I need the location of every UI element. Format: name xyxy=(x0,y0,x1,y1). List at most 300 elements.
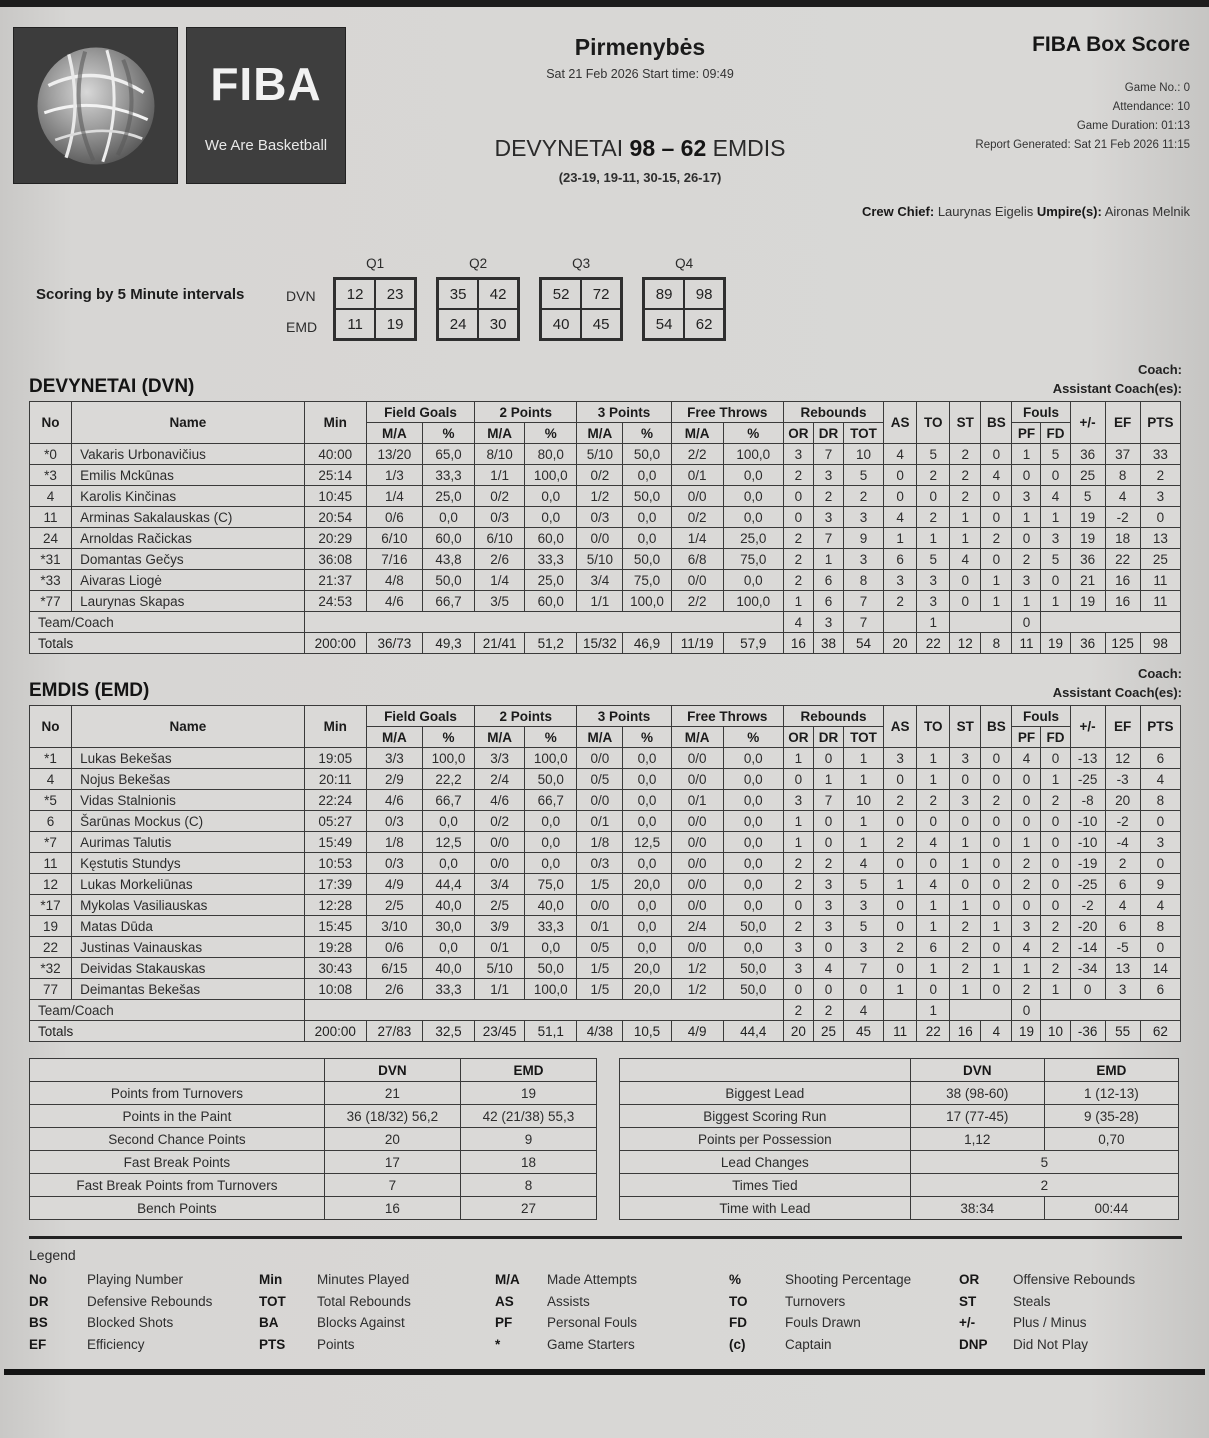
stat-value: 2 xyxy=(1012,979,1041,1000)
stat-value: 0 xyxy=(981,748,1012,769)
player-row xyxy=(30,591,1181,612)
stat-value: 0 xyxy=(1140,811,1180,832)
summary-value-both: 5 xyxy=(910,1151,1178,1174)
team-coach-label: Team/Coach xyxy=(30,1000,305,1021)
game-info-line: Report Generated: Sat 21 Feb 2026 11:15 xyxy=(975,139,1190,151)
totals-label: Totals xyxy=(30,1021,305,1042)
stat-value: 3 xyxy=(843,507,883,528)
stat-value: 1/2 xyxy=(671,958,723,979)
stat-value: 2 xyxy=(1041,937,1070,958)
stat-value: 1 xyxy=(950,895,981,916)
stat-value: 0 xyxy=(981,853,1012,874)
interval-score-cell: 45 xyxy=(581,309,621,339)
fiba-wordmark xyxy=(186,27,346,184)
stat-value: 2 xyxy=(981,790,1012,811)
stat-value: 2 xyxy=(884,937,917,958)
legend-abbr: M/A xyxy=(495,1272,520,1287)
stat-value: 0/0 xyxy=(577,748,623,769)
player-name: Justinas Vainauskas xyxy=(72,937,305,958)
legend-description: Blocked Shots xyxy=(87,1315,174,1330)
stat-value: 3/5 xyxy=(475,591,525,612)
stat-value: 0/0 xyxy=(671,811,723,832)
legend-description: Total Rebounds xyxy=(317,1293,411,1309)
stat-value: 100,0 xyxy=(525,748,577,769)
stat-value: 0 xyxy=(1041,748,1070,769)
summary-value-dvn: 17 xyxy=(324,1151,460,1174)
stat-value: 1 xyxy=(917,895,950,916)
stat-value: 13 xyxy=(1105,958,1140,979)
stat-value: 2 xyxy=(884,591,917,612)
total-value: 27/83 xyxy=(366,1021,422,1042)
stat-value: 0 xyxy=(1070,979,1105,1000)
total-value: 125 xyxy=(1105,633,1140,654)
column-header: M/A xyxy=(366,423,422,444)
stat-value: 1 xyxy=(1012,958,1041,979)
stat-value: 3 xyxy=(783,937,813,958)
interval-quarter-block xyxy=(436,256,520,343)
stat-value: 1 xyxy=(813,549,843,570)
stat-value: 0,0 xyxy=(623,507,671,528)
player-row xyxy=(30,465,1181,486)
summary-row xyxy=(620,1128,1179,1151)
stat-value: -10 xyxy=(1070,832,1105,853)
stat-value: 10:53 xyxy=(304,853,366,874)
stat-value: -14 xyxy=(1070,937,1105,958)
away-team-section xyxy=(29,664,1182,1042)
fiba-logo-text: FIBA xyxy=(210,58,322,110)
stat-value: 3 xyxy=(1140,486,1180,507)
player-row xyxy=(30,811,1181,832)
stat-value: 0 xyxy=(813,979,843,1000)
crew-chief-name: Laurynas Eigelis xyxy=(934,204,1037,219)
total-value: 11 xyxy=(1012,633,1041,654)
summary-value-dvn: 17 (77-45) xyxy=(910,1105,1044,1128)
stat-value: 2 xyxy=(1012,853,1041,874)
stat-value: 22:24 xyxy=(304,790,366,811)
stat-value: 66,7 xyxy=(422,591,474,612)
summary-row xyxy=(30,1105,597,1128)
player-row xyxy=(30,895,1181,916)
stat-value: 24:53 xyxy=(304,591,366,612)
stat-value: 5 xyxy=(1041,549,1070,570)
team-coach-row xyxy=(30,1000,1181,1021)
column-header: Free Throws xyxy=(671,402,783,423)
player-name: Laurynas Skapas xyxy=(72,591,305,612)
stat-value: 2 xyxy=(950,444,981,465)
stat-value: 33,3 xyxy=(422,465,474,486)
column-header: PTS xyxy=(1140,706,1180,748)
stat-value: 4 xyxy=(1041,486,1070,507)
stat-value: 3 xyxy=(813,874,843,895)
stat-value: 0 xyxy=(1012,811,1041,832)
legend-description: Plus / Minus xyxy=(1013,1315,1087,1330)
stat-value: 1 xyxy=(917,958,950,979)
stat-value: 1 xyxy=(783,591,813,612)
stat-value: 2 xyxy=(1105,853,1140,874)
stat-value: 36 xyxy=(1070,444,1105,465)
stat-value: 0/1 xyxy=(671,790,723,811)
column-header: Field Goals xyxy=(366,706,474,727)
player-number: 22 xyxy=(30,937,72,958)
scan-bottom-edge xyxy=(4,1369,1205,1375)
total-value: 19 xyxy=(1012,1021,1041,1042)
stat-value: 2 xyxy=(917,507,950,528)
legend-abbr: DNP xyxy=(959,1336,988,1352)
stat-value: 0 xyxy=(813,937,843,958)
stat-value: 2 xyxy=(813,486,843,507)
stat-value: 0 xyxy=(1140,507,1180,528)
summary-value-dvn: 21 xyxy=(324,1082,460,1105)
stat-value: 2/2 xyxy=(671,444,723,465)
stat-value: -5 xyxy=(1105,937,1140,958)
player-row xyxy=(30,937,1181,958)
stat-value: 1/1 xyxy=(475,979,525,1000)
stat-value: 2 xyxy=(950,958,981,979)
player-number: *1 xyxy=(30,748,72,769)
stat-value: 1 xyxy=(884,874,917,895)
player-name: Arnoldas Račickas xyxy=(72,528,305,549)
player-name: Aivaras Liogė xyxy=(72,570,305,591)
away-team-title: EMDIS (EMD) xyxy=(29,680,150,701)
stat-value: 0 xyxy=(884,958,917,979)
stat-value: 19 xyxy=(1070,528,1105,549)
stat-value: 0,0 xyxy=(422,507,474,528)
stat-value: 1 xyxy=(917,769,950,790)
stat-value: 0/0 xyxy=(577,790,623,811)
player-number: *33 xyxy=(30,570,72,591)
stat-value: 2 xyxy=(917,465,950,486)
stat-value: 2/4 xyxy=(671,916,723,937)
stat-value: 50,0 xyxy=(422,570,474,591)
column-header: TO xyxy=(917,706,950,748)
player-row xyxy=(30,958,1181,979)
stat-value: 1 xyxy=(1041,769,1070,790)
stat-value: 4 xyxy=(843,853,883,874)
officials-line xyxy=(862,204,1190,219)
total-value: 44,4 xyxy=(723,1021,783,1042)
stat-value: 2 xyxy=(813,853,843,874)
stat-value: 19:05 xyxy=(304,748,366,769)
stat-value: 6 xyxy=(813,591,843,612)
summary-row xyxy=(30,1174,597,1197)
legend-description: Defensive Rebounds xyxy=(87,1293,213,1309)
column-header: PTS xyxy=(1140,402,1180,444)
stat-value: 5/10 xyxy=(577,549,623,570)
stat-value: 25,0 xyxy=(525,570,577,591)
stat-value: 1 xyxy=(950,528,981,549)
player-name: Emilis Mckūnas xyxy=(72,465,305,486)
stat-value: -2 xyxy=(1070,895,1105,916)
stat-value: -2 xyxy=(1105,811,1140,832)
stat-value: 0 xyxy=(917,811,950,832)
interval-quarter-block xyxy=(642,256,726,343)
player-name: Šarūnas Mockus (C) xyxy=(72,811,305,832)
column-header: M/A xyxy=(671,423,723,444)
stat-value: 2 xyxy=(884,832,917,853)
summary-header: DVN xyxy=(324,1059,460,1082)
stat-value: -25 xyxy=(1070,769,1105,790)
stat-value: -25 xyxy=(1070,874,1105,895)
legend-description: Did Not Play xyxy=(1013,1336,1089,1352)
summary-stat-label: Times Tied xyxy=(620,1174,911,1197)
stat-value: 2 xyxy=(843,486,883,507)
legend-title: Legend xyxy=(29,1247,76,1263)
column-header: PF xyxy=(1012,727,1041,748)
stat-value: 0 xyxy=(1012,465,1041,486)
player-name: Arminas Sakalauskas (C) xyxy=(72,507,305,528)
stat-value: 0/3 xyxy=(366,811,422,832)
stat-value: 20,0 xyxy=(623,958,671,979)
player-name: Mykolas Vasiliauskas xyxy=(72,895,305,916)
column-header: M/A xyxy=(577,727,623,748)
team-coach-label: Team/Coach xyxy=(30,612,305,633)
total-value: 49,3 xyxy=(422,633,474,654)
stat-value: 1 xyxy=(950,853,981,874)
empty-cell xyxy=(304,612,783,633)
basketball-icon xyxy=(28,38,164,174)
stat-value: 1/1 xyxy=(577,591,623,612)
stat-value: 75,0 xyxy=(525,874,577,895)
stat-value: 0 xyxy=(1041,811,1070,832)
column-header: FD xyxy=(1041,423,1070,444)
stat-value: 0 xyxy=(1012,895,1041,916)
stat-value: 0 xyxy=(950,874,981,895)
column-header: PF xyxy=(1012,423,1041,444)
player-number: *77 xyxy=(30,591,72,612)
stat-value: 33 xyxy=(1140,444,1180,465)
stat-value: 2 xyxy=(917,790,950,811)
stat-value: 22 xyxy=(1105,549,1140,570)
column-header: BS xyxy=(981,402,1012,444)
player-row xyxy=(30,853,1181,874)
stat-value: 7 xyxy=(843,958,883,979)
stat-value: 0/5 xyxy=(577,769,623,790)
summary-stat-label: Biggest Lead xyxy=(620,1082,911,1105)
home-team-title: DEVYNETAI (DVN) xyxy=(29,376,195,397)
stat-value: 3 xyxy=(950,748,981,769)
stat-value: 0,0 xyxy=(623,853,671,874)
stat-value: 6/8 xyxy=(671,549,723,570)
stat-value: 3/9 xyxy=(475,916,525,937)
summary-value-emd: 0,70 xyxy=(1044,1128,1178,1151)
stat-value: 2/6 xyxy=(475,549,525,570)
summary-stat-label: Second Chance Points xyxy=(30,1128,325,1151)
stat-value: 6 xyxy=(917,937,950,958)
stat-value: 13 xyxy=(1140,528,1180,549)
summary-stat-label: Points from Turnovers xyxy=(30,1082,325,1105)
interval-score-cell: 30 xyxy=(478,309,518,339)
stat-value: 2 xyxy=(783,874,813,895)
stat-value: 0 xyxy=(1012,769,1041,790)
interval-score-cell: 62 xyxy=(684,309,724,339)
empty-cell xyxy=(1041,612,1181,633)
stat-value: 1 xyxy=(981,570,1012,591)
stat-value: 1 xyxy=(917,916,950,937)
legend-description: Playing Number xyxy=(87,1272,184,1287)
total-value: 4 xyxy=(981,1021,1012,1042)
summary-value-dvn: 38 (98-60) xyxy=(910,1082,1044,1105)
home-team-box-score-table xyxy=(29,401,1181,654)
stat-value: 4 xyxy=(884,444,917,465)
legend-row xyxy=(29,1269,1182,1291)
column-header: TO xyxy=(917,402,950,444)
stat-value: 25 xyxy=(1070,465,1105,486)
stat-value: 0 xyxy=(1140,853,1180,874)
stat-value: 2 xyxy=(950,465,981,486)
stat-value: 80,0 xyxy=(525,444,577,465)
fiba-tagline: We Are Basketball xyxy=(204,137,328,154)
stat-value: -4 xyxy=(1105,832,1140,853)
column-header: % xyxy=(422,423,474,444)
stat-value: 2 xyxy=(1140,465,1180,486)
stat-value: 0/1 xyxy=(671,465,723,486)
stat-value: 7 xyxy=(813,528,843,549)
column-header: 2 Points xyxy=(475,402,577,423)
stat-value: 2/9 xyxy=(366,769,422,790)
summary-row xyxy=(620,1197,1179,1220)
total-value: 62 xyxy=(1140,1021,1180,1042)
stat-value: 0,0 xyxy=(723,895,783,916)
stat-value: 100,0 xyxy=(525,465,577,486)
stat-value: 1 xyxy=(1041,979,1070,1000)
column-header: Fouls xyxy=(1012,402,1070,423)
column-header: Min xyxy=(304,402,366,444)
stat-value: 0,0 xyxy=(723,874,783,895)
player-name: Karolis Kinčinas xyxy=(72,486,305,507)
legend-abbr: PF xyxy=(495,1315,513,1330)
summary-value-emd: 19 xyxy=(460,1082,596,1105)
stat-value: 4 xyxy=(917,832,950,853)
player-number: 77 xyxy=(30,979,72,1000)
total-value: 55 xyxy=(1105,1021,1140,1042)
stat-value: 3 xyxy=(917,591,950,612)
stat-value: 1 xyxy=(981,591,1012,612)
game-info-lines xyxy=(770,79,1190,155)
stat-value: 36:08 xyxy=(304,549,366,570)
stat-value: 0,0 xyxy=(525,486,577,507)
stat-value: 0,0 xyxy=(723,937,783,958)
summary-row xyxy=(620,1174,1179,1197)
legend-description: Shooting Percentage xyxy=(785,1272,912,1287)
stat-value: 2 xyxy=(1012,549,1041,570)
player-name: Lukas Bekešas xyxy=(72,748,305,769)
summary-stat-label: Biggest Scoring Run xyxy=(620,1105,911,1128)
stat-value: 0 xyxy=(884,465,917,486)
summary-value-both: 2 xyxy=(910,1174,1178,1197)
stat-value: 2/5 xyxy=(475,895,525,916)
stat-value: 1 xyxy=(917,528,950,549)
summary-value-emd: 42 (21/38) 55,3 xyxy=(460,1105,596,1128)
quarter-label: Q3 xyxy=(572,256,591,271)
player-row xyxy=(30,979,1181,1000)
stat-value: 100,0 xyxy=(422,748,474,769)
stat-value: 5 xyxy=(917,444,950,465)
stat-value: 0/0 xyxy=(577,895,623,916)
stat-value: 3 xyxy=(843,549,883,570)
legend-description: Fouls Drawn xyxy=(785,1315,861,1330)
player-number: *0 xyxy=(30,444,72,465)
game-info-line: Game Duration: 01:13 xyxy=(1076,120,1190,132)
stat-value: 3 xyxy=(783,958,813,979)
summary-value-emd: 27 xyxy=(460,1197,596,1220)
stat-value: 0 xyxy=(981,486,1012,507)
player-name: Domantas Gečys xyxy=(72,549,305,570)
away-team-header xyxy=(29,664,1182,702)
stat-value: 8/10 xyxy=(475,444,525,465)
column-header: FD xyxy=(1041,727,1070,748)
legend-abbr: * xyxy=(495,1336,501,1352)
interval-score-cell: 42 xyxy=(478,279,518,309)
stat-value: 2 xyxy=(1012,874,1041,895)
header xyxy=(0,0,1209,232)
column-header: Name xyxy=(72,402,305,444)
total-value: 8 xyxy=(981,633,1012,654)
stat-value: 2 xyxy=(783,916,813,937)
stat-value: 3/4 xyxy=(475,874,525,895)
player-row xyxy=(30,570,1181,591)
competition-title: Pirmenybės xyxy=(574,34,706,60)
stat-value: 2 xyxy=(950,916,981,937)
stat-value: 2 xyxy=(783,853,813,874)
stat-value: 3 xyxy=(884,570,917,591)
stat-value: 6 xyxy=(1105,874,1140,895)
stat-value: 50,0 xyxy=(723,979,783,1000)
player-name: Deividas Stakauskas xyxy=(72,958,305,979)
totals-row xyxy=(30,633,1181,654)
total-value: 22 xyxy=(917,633,950,654)
stat-value: 0,0 xyxy=(723,853,783,874)
stat-value: 0,0 xyxy=(623,748,671,769)
interval-score-cell: 19 xyxy=(375,309,415,339)
stat-value: 0,0 xyxy=(525,507,577,528)
legend-description: Personal Fouls xyxy=(547,1315,638,1330)
stat-value: 0 xyxy=(813,811,843,832)
stat-value: 10:45 xyxy=(304,486,366,507)
legend xyxy=(29,1236,1182,1355)
player-name: Vakaris Urbonavičius xyxy=(72,444,305,465)
final-score: 98 – 62 xyxy=(629,135,707,161)
stat-value: 2 xyxy=(1041,916,1070,937)
stat-value: 0/1 xyxy=(577,811,623,832)
home-team-header xyxy=(29,360,1182,398)
stat-value: 3/3 xyxy=(475,748,525,769)
stat-value: 0/2 xyxy=(577,465,623,486)
stat-value: 0,0 xyxy=(723,486,783,507)
stat-value: 0/0 xyxy=(475,832,525,853)
column-header: Free Throws xyxy=(671,706,783,727)
stat-value: 0/0 xyxy=(671,895,723,916)
stat-value: -8 xyxy=(1070,790,1105,811)
summary-header: EMD xyxy=(460,1059,596,1082)
total-value: 10,5 xyxy=(623,1021,671,1042)
summary-value-dvn: 16 xyxy=(324,1197,460,1220)
stat-value: 0/3 xyxy=(577,853,623,874)
stat-value: 6/10 xyxy=(475,528,525,549)
stat-value: 20,0 xyxy=(623,874,671,895)
stat-value: 0 xyxy=(981,832,1012,853)
total-value: 98 xyxy=(1140,633,1180,654)
column-header: Field Goals xyxy=(366,402,474,423)
stat-value: 0 xyxy=(981,937,1012,958)
stat-value: 13/20 xyxy=(366,444,422,465)
stat-value: 20,0 xyxy=(623,979,671,1000)
stat-value: 1 xyxy=(917,1000,950,1021)
stat-value: 2 xyxy=(783,570,813,591)
stat-value: 0 xyxy=(884,811,917,832)
empty-cell xyxy=(1041,1000,1181,1021)
summary-stat-label: Time with Lead xyxy=(620,1197,911,1220)
stat-value: 0,0 xyxy=(623,528,671,549)
